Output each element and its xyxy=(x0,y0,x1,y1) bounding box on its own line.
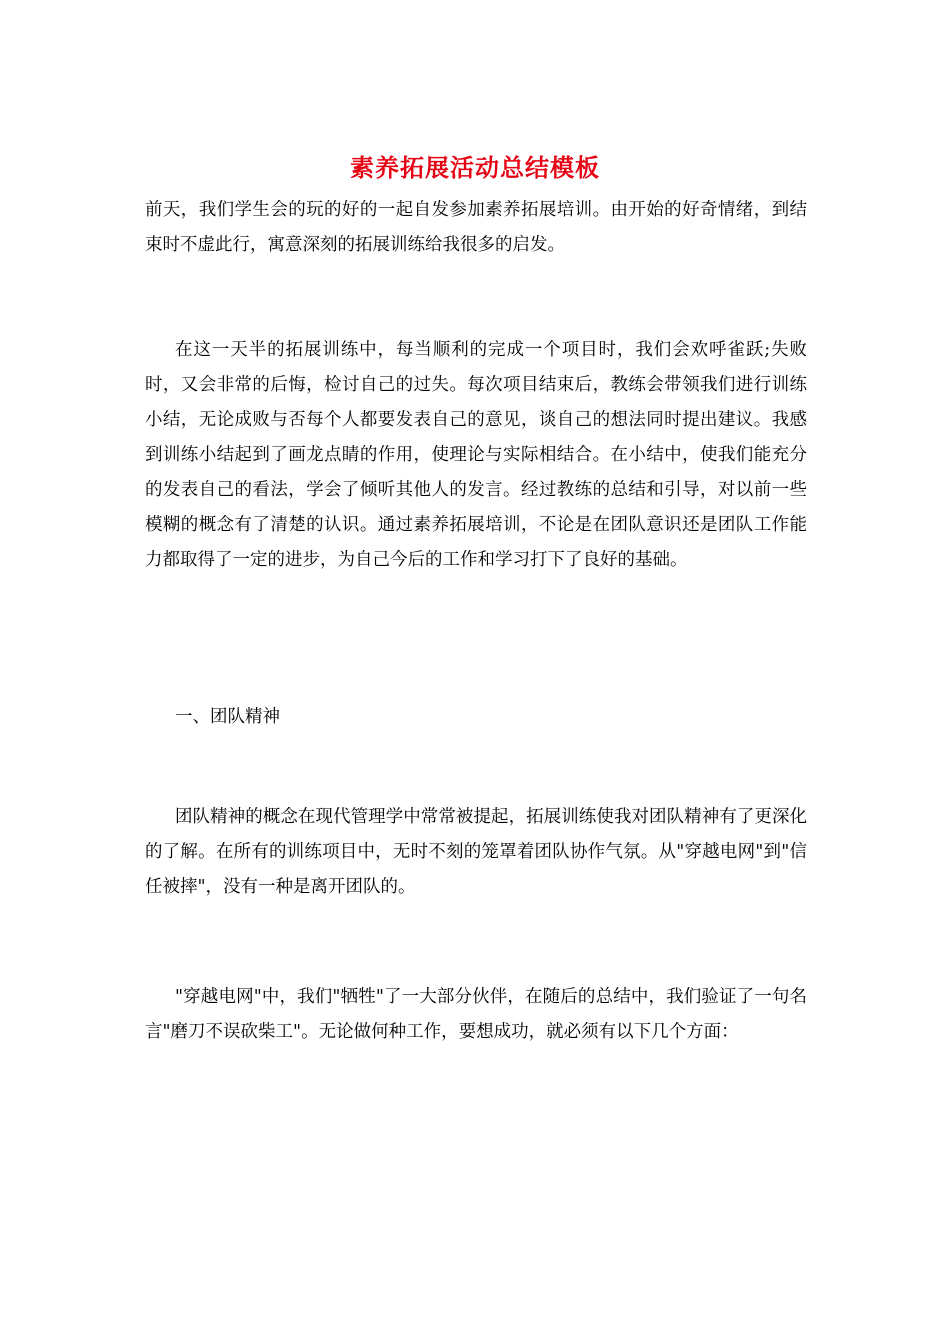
electric-net-paragraph: "穿越电网"中，我们"牺牲"了一大部分伙伴，在随后的总结中，我们验证了一句名言"磨刀不误砍柴工"。无论做何种工作，要想成功，就必须有以下几个方面： xyxy=(145,987,807,1042)
training-summary-paragraph: 在这一天半的拓展训练中，每当顺利的完成一个项目时，我们会欢呼雀跃;失败时，又会非常的后悔，检讨自己的过失。每次项目结束后，教练会带领我们进行训练小结，无论成败与否每个人都要发表自己的意见，谈自己的想法同时提出建议。我感到训练小结起到了画龙点睛的作用，使理论与实际相结合。在小结中，使我们能充分的发表自己的看法，学会了倾听其他人的发言。经过教练的总结和引导，对以前一些模糊的概念有了清楚的认识。通过素养拓展培训，不论是在团队意识还是团队工作能力都取得了一定的进步，为自己今后的工作和学习打下了良好的基础。 xyxy=(145,340,807,570)
intro-paragraph: 前天，我们学生会的玩的好的一起自发参加素养拓展培训。由开始的好奇情绪，到结束时不虚此行，寓意深刻的拓展训练给我很多的启发。 xyxy=(145,200,807,255)
team-spirit-paragraph: 团队精神的概念在现代管理学中常常被提起，拓展训练使我对团队精神有了更深化的了解。在所有的训练项目中，无时不刻的笼罩着团队协作气氛。从"穿越电网"到"信任被摔"，没有一种是离开团队的。 xyxy=(145,807,807,897)
document-title: 素养拓展活动总结模板 xyxy=(350,153,600,182)
section-heading-team-spirit: 一、团队精神 xyxy=(175,707,280,727)
